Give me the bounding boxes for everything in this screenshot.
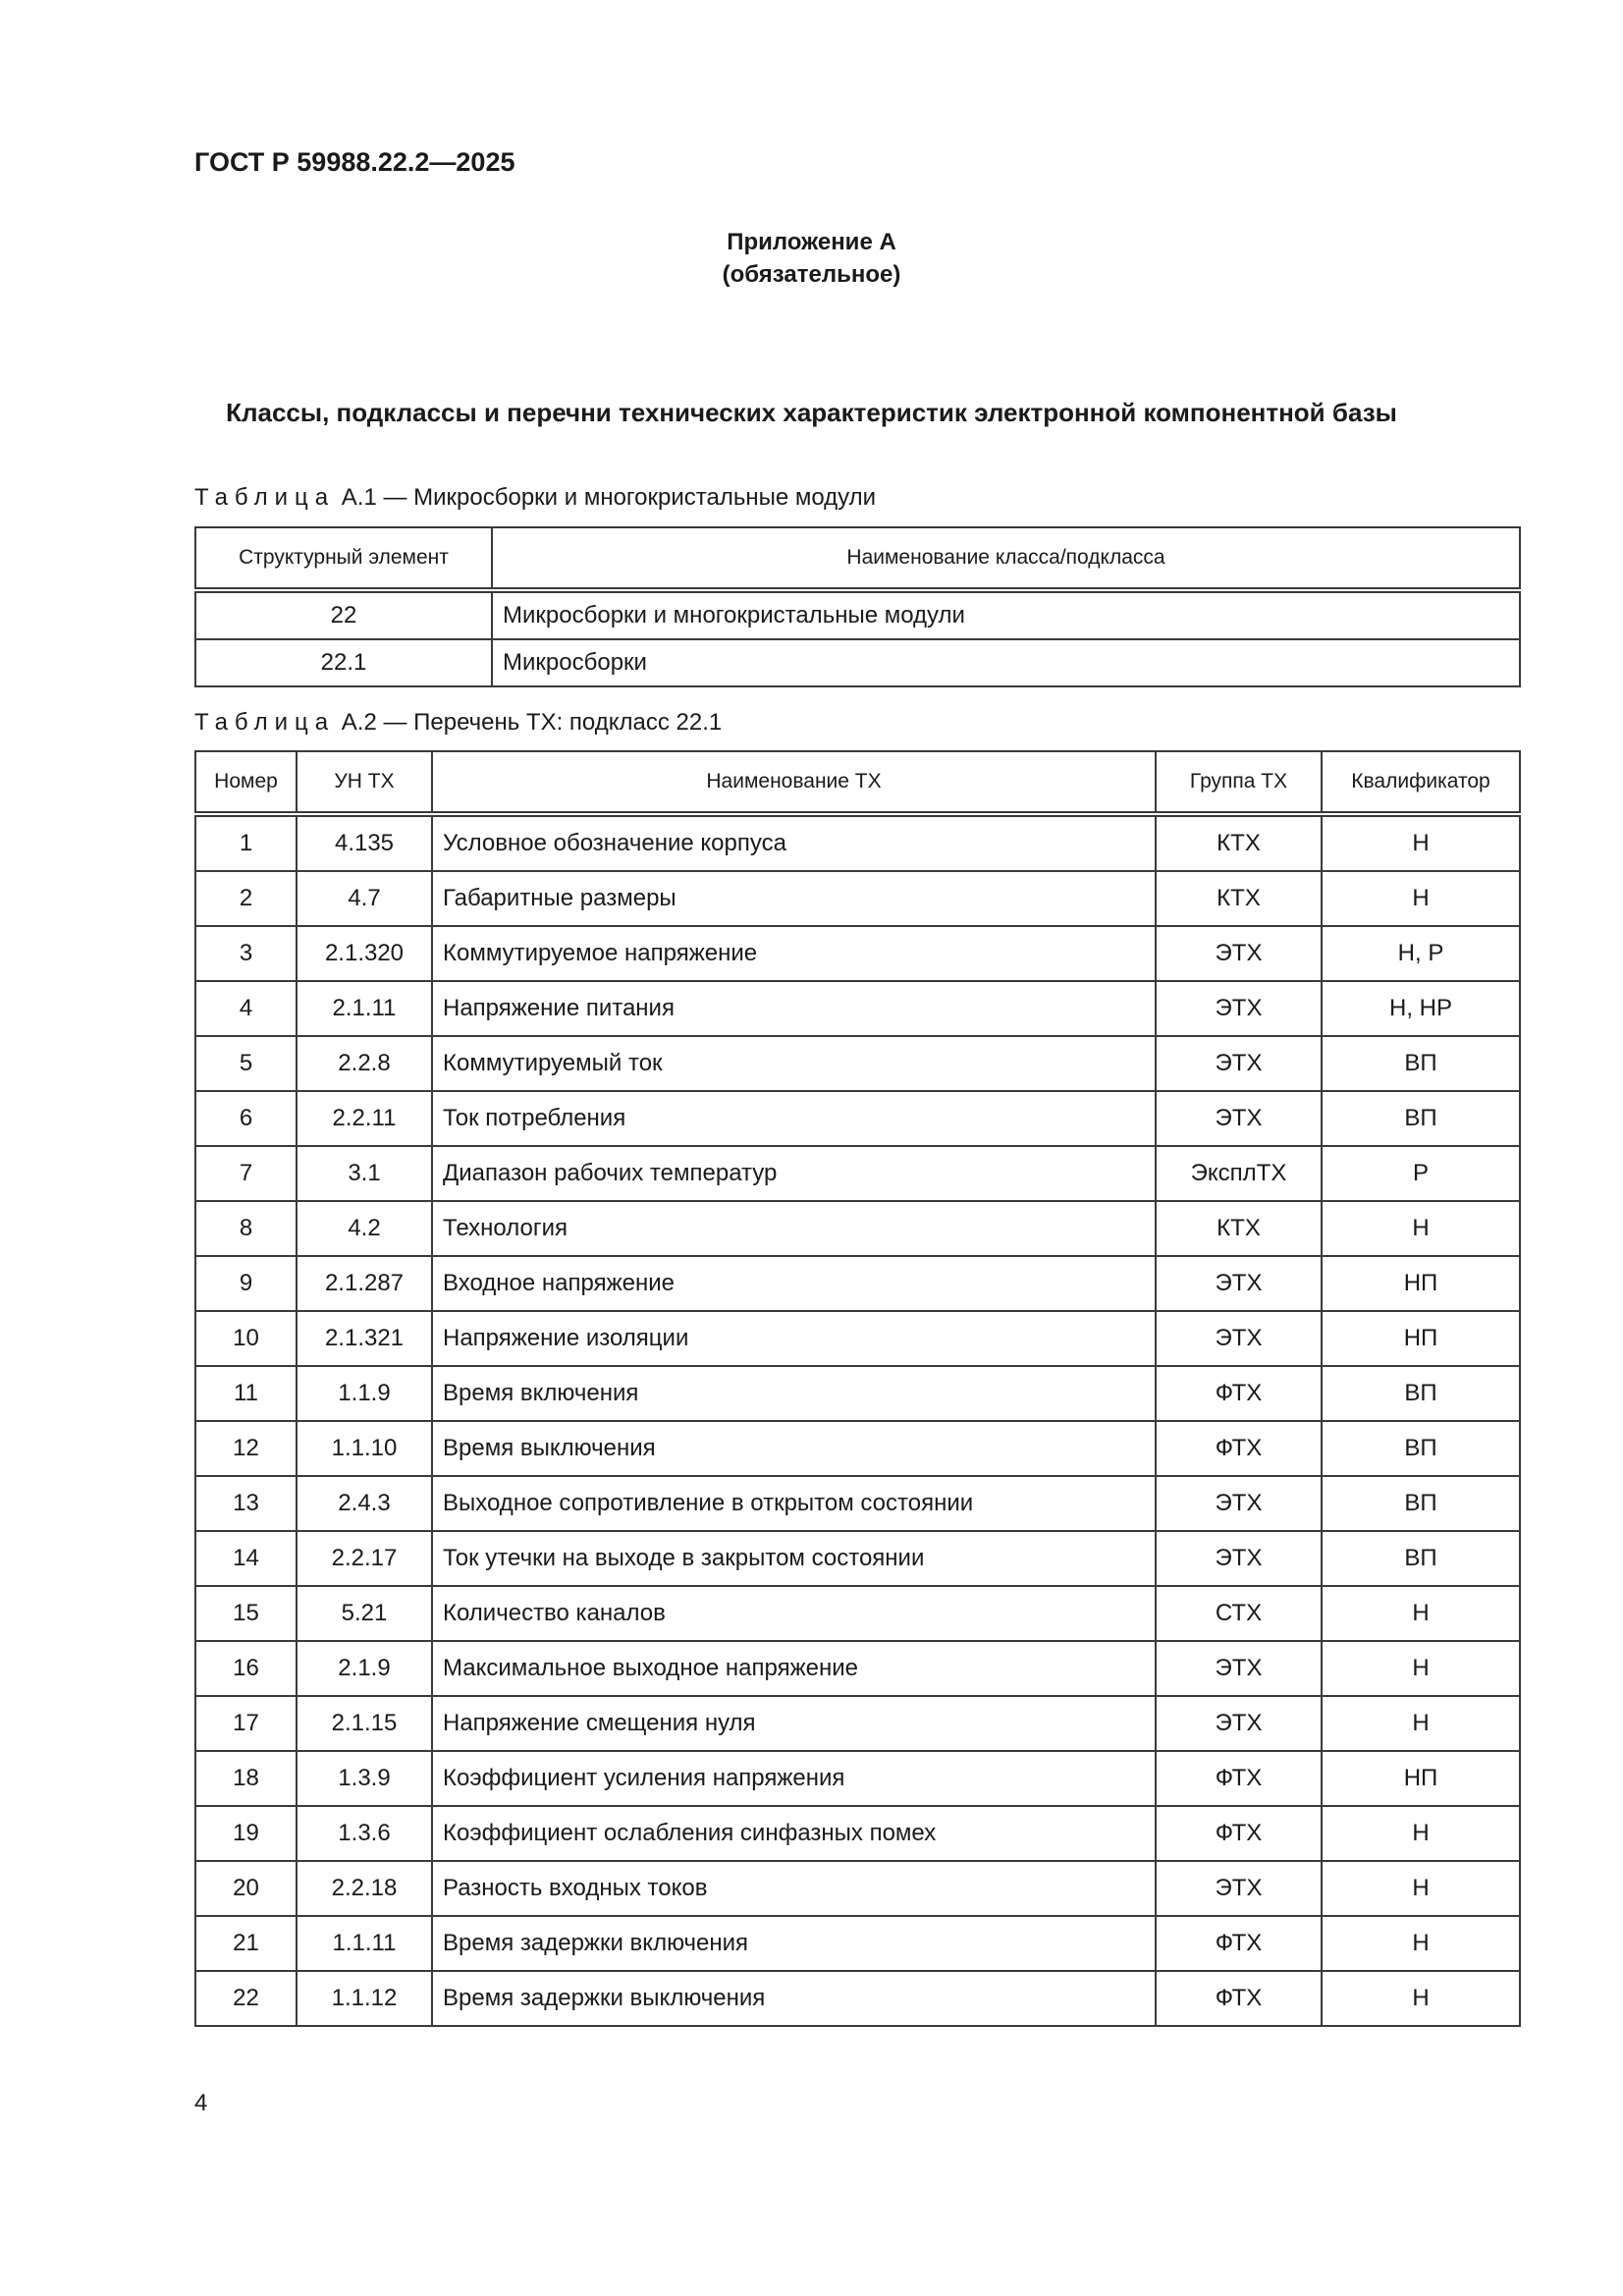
table-cell: Время включения: [432, 1366, 1156, 1421]
document-code: ГОСТ Р 59988.22.2—2025: [194, 147, 515, 177]
table-cell: ВП: [1322, 1091, 1520, 1146]
table-cell: Н: [1322, 871, 1520, 926]
table-cell: Максимальное выходное напряжение: [432, 1641, 1156, 1696]
table-row: [195, 871, 1520, 926]
table-cell: Н: [1322, 1861, 1520, 1916]
table-cell: 5: [195, 1036, 297, 1091]
table-cell: 12: [195, 1421, 297, 1476]
table-cell: ВП: [1322, 1421, 1520, 1476]
table-cell: Диапазон рабочих температур: [432, 1146, 1156, 1201]
table-cell: СТХ: [1156, 1586, 1322, 1641]
table-cell: Напряжение питания: [432, 981, 1156, 1036]
table-cell: 2: [195, 871, 297, 926]
table-cell: Микросборки и многокристальные модули: [492, 590, 1520, 639]
table-cell: ЭТХ: [1156, 1696, 1322, 1751]
table-cell: 19: [195, 1806, 297, 1861]
table-cell: 13: [195, 1476, 297, 1531]
table-cell: 4: [195, 981, 297, 1036]
table-cell: КТХ: [1156, 871, 1322, 926]
table-cell: Выходное сопротивление в открытом состоянии: [432, 1476, 1156, 1531]
table-row: [195, 1421, 1520, 1476]
table-cell: ВП: [1322, 1531, 1520, 1586]
table-cell: 15: [195, 1586, 297, 1641]
table-cell: ЭТХ: [1156, 1091, 1322, 1146]
appendix-heading: [0, 226, 1623, 291]
table-row: [195, 1751, 1520, 1806]
table-cell: Н: [1322, 1696, 1520, 1751]
table-cell: Количество каналов: [432, 1586, 1156, 1641]
table-header-row: [195, 751, 1520, 814]
column-header: Наименование ТХ: [432, 751, 1156, 814]
table-cell: 2.1.9: [297, 1641, 432, 1696]
table-cell: ВП: [1322, 1036, 1520, 1091]
table-row: [195, 1861, 1520, 1916]
table-cell: ВП: [1322, 1366, 1520, 1421]
table-cell: 2.2.18: [297, 1861, 432, 1916]
table-cell: 4.7: [297, 871, 432, 926]
table-cell: Н: [1322, 1916, 1520, 1971]
table-cell: ЭТХ: [1156, 926, 1322, 981]
column-header: УН ТХ: [297, 751, 432, 814]
table-cell: 2.4.3: [297, 1476, 432, 1531]
table-row: [195, 1201, 1520, 1256]
table-cell: 9: [195, 1256, 297, 1311]
table-cell: 20: [195, 1861, 297, 1916]
appendix-status: (обязательное): [722, 261, 901, 288]
table-cell: ФТХ: [1156, 1971, 1322, 2026]
table-cell: Ток потребления: [432, 1091, 1156, 1146]
table-cell: Н: [1322, 1806, 1520, 1861]
column-header: Наименование класса/подкласса: [492, 527, 1520, 590]
table-row: [195, 814, 1520, 871]
table-cell: 1.3.9: [297, 1751, 432, 1806]
table-row: [195, 1696, 1520, 1751]
column-header: Группа ТХ: [1156, 751, 1322, 814]
table-cell: 22.1: [195, 639, 492, 686]
table-cell: 3.1: [297, 1146, 432, 1201]
table-row: [195, 1806, 1520, 1861]
table-cell: ФТХ: [1156, 1421, 1322, 1476]
table-cell: ЭТХ: [1156, 1256, 1322, 1311]
table-cell: 2.2.17: [297, 1531, 432, 1586]
table-cell: НП: [1322, 1311, 1520, 1366]
table-cell: 14: [195, 1531, 297, 1586]
table-cell: Время выключения: [432, 1421, 1156, 1476]
column-header: Номер: [195, 751, 297, 814]
table-cell: ЭТХ: [1156, 1641, 1322, 1696]
table-cell: ЭТХ: [1156, 1861, 1322, 1916]
table-cell: ЭТХ: [1156, 1036, 1322, 1091]
table-cell: 22: [195, 590, 492, 639]
table-cell: ЭксплТХ: [1156, 1146, 1322, 1201]
table-cell: Н: [1322, 1641, 1520, 1696]
table-cell: 4.135: [297, 814, 432, 871]
table-cell: 17: [195, 1696, 297, 1751]
table-cell: 7: [195, 1146, 297, 1201]
table-header-row: [195, 527, 1520, 590]
table-cell: Технология: [432, 1201, 1156, 1256]
table-cell: Напряжение изоляции: [432, 1311, 1156, 1366]
table-cell: 2.2.11: [297, 1091, 432, 1146]
table-cell: Время задержки выключения: [432, 1971, 1156, 2026]
table-cell: 2.2.8: [297, 1036, 432, 1091]
table-row: [195, 1036, 1520, 1091]
table1-caption: [194, 484, 876, 512]
table-cell: 2.1.320: [297, 926, 432, 981]
table-cell: ЭТХ: [1156, 1531, 1322, 1586]
page-number: 4: [194, 2090, 208, 2116]
table-cell: Н: [1322, 1586, 1520, 1641]
table-row: [195, 1311, 1520, 1366]
table-cell: 1.1.9: [297, 1366, 432, 1421]
table1-caption-word: Таблица: [194, 484, 336, 511]
table-cell: Н, Р: [1322, 926, 1520, 981]
table-cell: ФТХ: [1156, 1751, 1322, 1806]
table-cell: 6: [195, 1091, 297, 1146]
table-cell: ЭТХ: [1156, 981, 1322, 1036]
table-cell: 2.1.321: [297, 1311, 432, 1366]
table2-caption-text: А.2 — Перечень ТХ: подкласс 22.1: [335, 709, 723, 736]
table-cell: 16: [195, 1641, 297, 1696]
table-cell: Н, НР: [1322, 981, 1520, 1036]
table-cell: Условное обозначение корпуса: [432, 814, 1156, 871]
table-cell: 18: [195, 1751, 297, 1806]
table-cell: 4.2: [297, 1201, 432, 1256]
table-cell: Разность входных токов: [432, 1861, 1156, 1916]
table-cell: ЭТХ: [1156, 1311, 1322, 1366]
table-cell: 1.3.6: [297, 1806, 432, 1861]
table-cell: 10: [195, 1311, 297, 1366]
table-row: [195, 1971, 1520, 2026]
table-cell: 22: [195, 1971, 297, 2026]
table-cell: 21: [195, 1916, 297, 1971]
table-cell: Коммутируемый ток: [432, 1036, 1156, 1091]
table-row: [195, 1916, 1520, 1971]
section-title: Классы, подклассы и перечни технических характеристик электронной компонентной базы: [226, 398, 1397, 427]
table-row: [195, 1091, 1520, 1146]
table-row: [195, 926, 1520, 981]
table-cell: ЭТХ: [1156, 1476, 1322, 1531]
table-cell: НП: [1322, 1751, 1520, 1806]
table-row: [195, 1256, 1520, 1311]
table-cell: ФТХ: [1156, 1806, 1322, 1861]
table2-caption-word: Таблица: [194, 709, 336, 736]
table-cell: Входное напряжение: [432, 1256, 1156, 1311]
table-cell: 8: [195, 1201, 297, 1256]
table-cell: Коэффициент ослабления синфазных помех: [432, 1806, 1156, 1861]
table-cell: Напряжение смещения нуля: [432, 1696, 1156, 1751]
table-row: [195, 1476, 1520, 1531]
table-a1: [194, 526, 1521, 687]
column-header: Структурный элемент: [195, 527, 492, 590]
table-cell: Ток утечки на выходе в закрытом состоянии: [432, 1531, 1156, 1586]
table-cell: ВП: [1322, 1476, 1520, 1531]
table-cell: 2.1.11: [297, 981, 432, 1036]
table-cell: 1.1.11: [297, 1916, 432, 1971]
table-cell: 2.1.287: [297, 1256, 432, 1311]
table-cell: Н: [1322, 814, 1520, 871]
table-cell: НП: [1322, 1256, 1520, 1311]
table-cell: Коммутируемое напряжение: [432, 926, 1156, 981]
table-cell: КТХ: [1156, 814, 1322, 871]
table-cell: Н: [1322, 1971, 1520, 2026]
table-cell: 3: [195, 926, 297, 981]
table-row: [195, 1531, 1520, 1586]
column-header: Квалификатор: [1322, 751, 1520, 814]
table-cell: 1.1.12: [297, 1971, 432, 2026]
table-row: [195, 1586, 1520, 1641]
table2-caption: [194, 709, 722, 737]
appendix-title: Приложение А: [727, 229, 896, 255]
table-cell: КТХ: [1156, 1201, 1322, 1256]
table-cell: 2.1.15: [297, 1696, 432, 1751]
table-a2: [194, 750, 1521, 2027]
table-cell: 5.21: [297, 1586, 432, 1641]
table-row: [195, 981, 1520, 1036]
table1-caption-text: А.1 — Микросборки и многокристальные модули: [335, 484, 877, 511]
table-cell: 1.1.10: [297, 1421, 432, 1476]
table-row: [195, 1641, 1520, 1696]
table-cell: 11: [195, 1366, 297, 1421]
table-cell: Р: [1322, 1146, 1520, 1201]
table-cell: Микросборки: [492, 639, 1520, 686]
table-cell: ФТХ: [1156, 1916, 1322, 1971]
table-cell: Н: [1322, 1201, 1520, 1256]
table-row: [195, 1366, 1520, 1421]
table-cell: Коэффициент усиления напряжения: [432, 1751, 1156, 1806]
table-row: [195, 590, 1520, 639]
table-cell: Время задержки включения: [432, 1916, 1156, 1971]
table-row: [195, 639, 1520, 686]
table-cell: ФТХ: [1156, 1366, 1322, 1421]
table-row: [195, 1146, 1520, 1201]
table-cell: 1: [195, 814, 297, 871]
table-cell: Габаритные размеры: [432, 871, 1156, 926]
